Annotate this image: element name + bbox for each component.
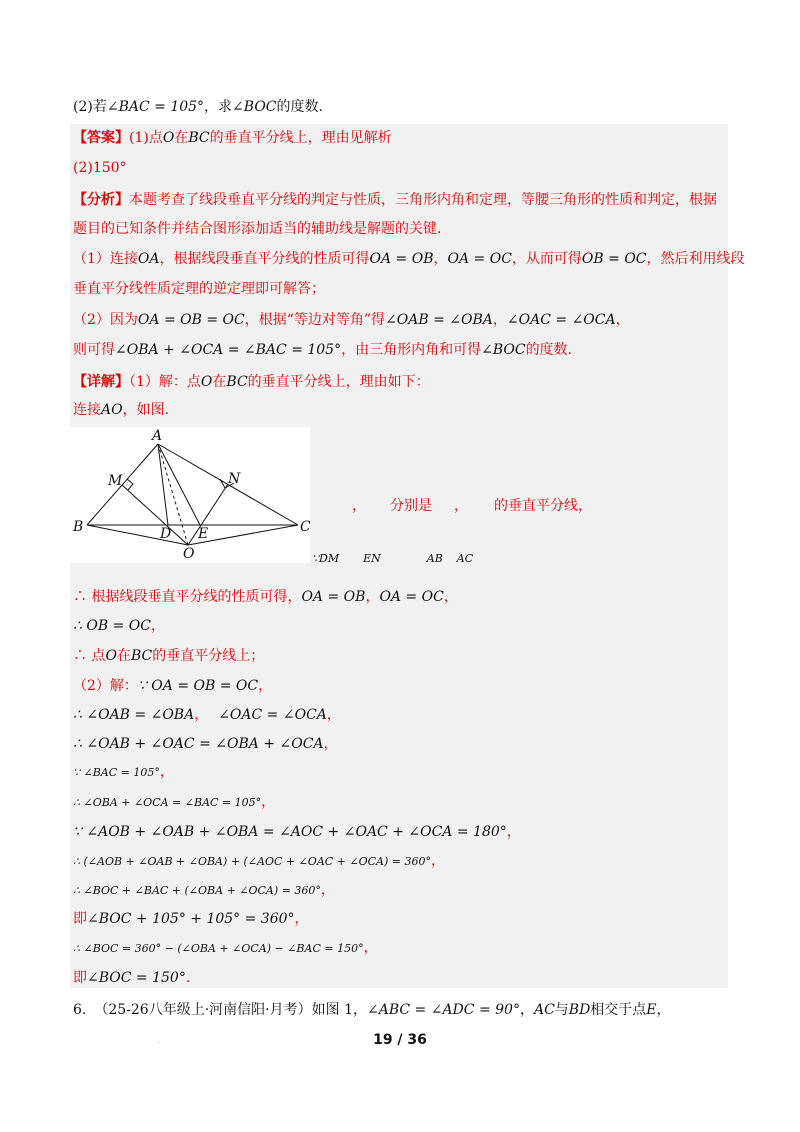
analysis-line-5: （2）因为OA = OB = OC，根据“等边对等角”得∠OAB = ∠OBA，∠OAC = ∠OCA， — [73, 312, 630, 328]
geometry-figure — [70, 427, 310, 563]
proof-step-9: ∵ ∠AOB + ∠OAB + ∠OBA = ∠AOC + ∠OAC + ∠OCA = 180°， — [73, 824, 521, 840]
proof-step-3: ∴ 点O在BC的垂直平分线上； — [73, 648, 265, 664]
question-6: 6. （25-26八年级上·河南信阳·月考）如图 1，∠ABC = ∠ADC = 90°，AC与BD相交于点E， — [73, 1002, 671, 1018]
proof-step-7: ∵ ∠BAC = 105°， — [73, 764, 174, 780]
segment-ad — [158, 444, 168, 525]
label-c: C — [300, 519, 310, 535]
proof-step-1: ∴ 根据线段垂直平分线的性质可得，OA = OB，OA = OC， — [73, 589, 458, 605]
proof-step-4: （2）解：∵ OA = OB = OC， — [73, 678, 273, 694]
page-number: 19 / 36 — [373, 1032, 427, 1048]
detail-line-2: 连接AO，如图. — [73, 402, 170, 418]
label-a: A — [152, 428, 163, 444]
label-d: D — [160, 526, 172, 542]
segment-ob — [87, 525, 188, 545]
figure-side-text: ， 分别是 ， 的垂直平分线， — [352, 498, 592, 514]
label-o: O — [183, 546, 195, 562]
detail-line-1: 【详解】（1）解：点O在BC的垂直平分线上，理由如下： — [73, 374, 430, 390]
proof-step-2: ∴ OB = OC， — [73, 618, 165, 634]
analysis-line-2: 题目的已知条件并结合图形添加适当的辅助线是解题的关键. — [73, 221, 442, 237]
answer-line-1: 【答案】(1)点O在BC的垂直平分线上，理由见解析 — [73, 130, 392, 146]
analysis-line-4: 垂直平分线性质定理的逆定理即可解答； — [73, 281, 325, 297]
segment-ab — [87, 444, 158, 525]
analysis-line-3: （1）连接OA，根据线段垂直平分线的性质可得OA = OB，OA = OC，从而可得OB = OC，然后利用线段 — [73, 251, 745, 267]
right-angle-mark-m — [127, 479, 133, 490]
proof-step-8: ∴ ∠OBA + ∠OCA = ∠BAC = 105°， — [73, 794, 276, 810]
triangle-diagram — [70, 427, 310, 563]
proof-step-5: ∴ ∠OAB = ∠OBA， ∠OAC = ∠OCA， — [73, 707, 341, 723]
proof-step-12: 即∠BOC + 105° + 105° = 360°， — [73, 911, 309, 927]
answer-line-2: (2)150° — [73, 160, 127, 176]
label-b: B — [73, 519, 84, 535]
proof-step-13: ∴ ∠BOC = 360° − (∠OBA + ∠OCA) − ∠BAC = 150°， — [73, 940, 378, 956]
perp-bisector-dm — [122, 485, 188, 545]
label-n: N — [228, 471, 241, 487]
analysis-line-6: 则可得∠OBA + ∠OCA = ∠BAC = 105°，由三角形内角和可得∠BOC的度数. — [73, 342, 573, 358]
analysis-line-1: 【分析】本题考查了线段垂直平分线的判定与性质，三角形内角和定理，等腰三角形的性质和判定，根据 — [73, 192, 717, 208]
proof-step-10: ∴ (∠AOB + ∠OAB + ∠OBA) + (∠AOC + ∠OAC + ∠OCA) = 360°， — [73, 853, 445, 869]
proof-step-14: 即∠BOC = 150°. — [73, 970, 191, 986]
figure-side-symbols: ∵DM EN AB AC — [312, 552, 474, 565]
label-m: M — [108, 473, 123, 489]
label-e: E — [198, 526, 209, 542]
proof-step-11: ∴ ∠BOC + ∠BAC + (∠OBA + ∠OCA) = 360°， — [73, 882, 335, 898]
stray-dot: · — [158, 1040, 160, 1047]
proof-step-6: ∴ ∠OAB + ∠OAC = ∠OBA + ∠OCA， — [73, 736, 338, 752]
question-2: (2)若∠BAC = 105°，求∠BOC的度数. — [73, 99, 323, 115]
